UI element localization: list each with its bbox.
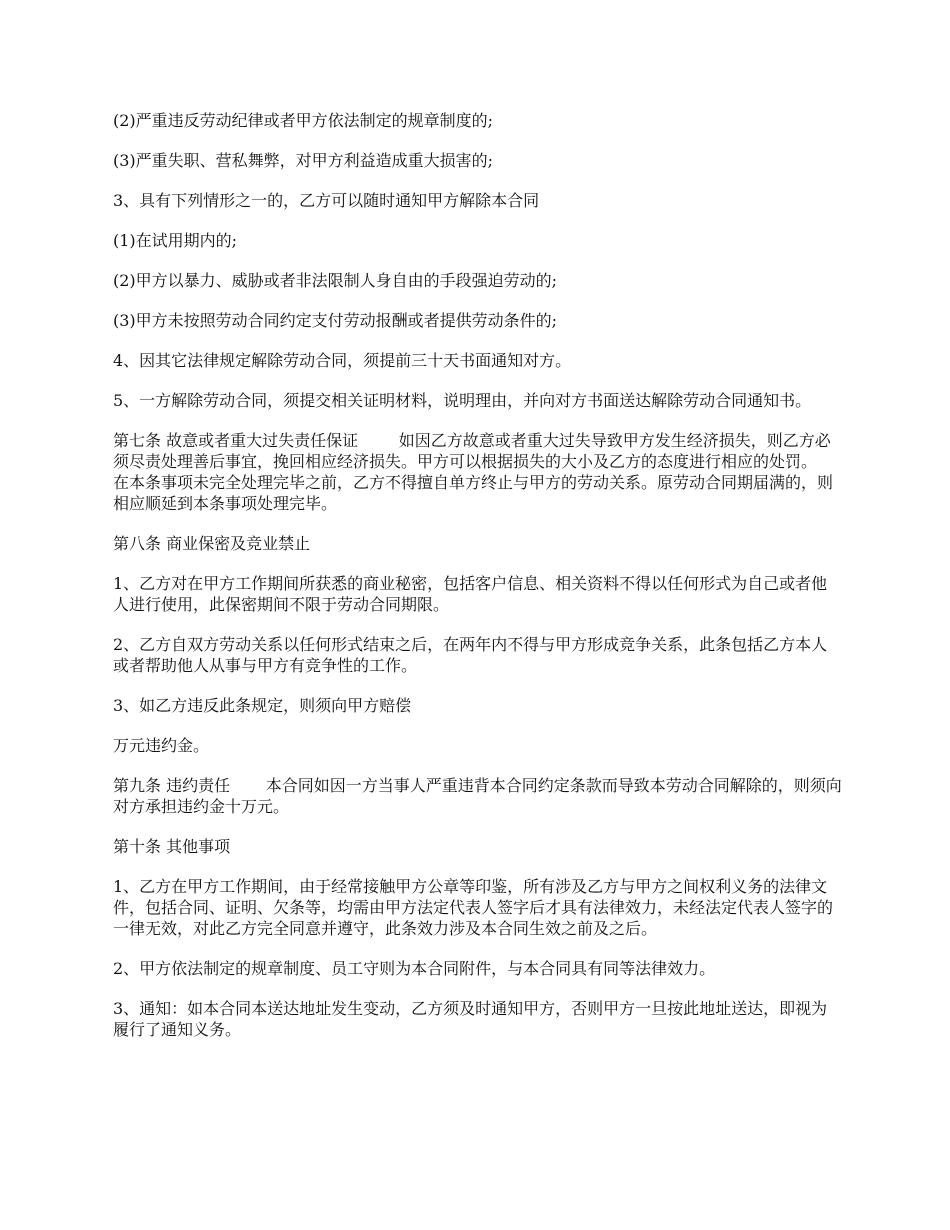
paragraph-probation: (1)在试用期内的; — [113, 231, 238, 250]
paragraph-non-compete: 2、乙方自双方劳动关系以任何形式结束之后，在两年内不得与甲方形成竞争关系，此条包括乙方本人或者帮助他人从事与甲方有竞争性的工作。 — [113, 635, 828, 675]
paragraph-other-legal-termination: 4、因其它法律规定解除劳动合同，须提前三十天书面通知对方。 — [113, 351, 572, 370]
heading-article-8: 第八条 商业保密及竞业禁止 — [113, 534, 311, 553]
paragraph-employee-termination-heading: 3、具有下列情形之一的，乙方可以随时通知甲方解除本合同 — [113, 191, 540, 210]
paragraph-unpaid-wages: (3)甲方未按照劳动合同约定支付劳动报酬或者提供劳动条件的; — [113, 311, 558, 330]
paragraph-confidentiality: 1、乙方对在甲方工作期间所获悉的商业秘密，包括客户信息、相关资料不得以任何形式为自己或者他人进行使用，此保密期间不限于劳动合同期限。 — [113, 574, 828, 614]
paragraph-forced-labor: (2)甲方以暴力、威胁或者非法限制人身自由的手段强迫劳动的; — [113, 271, 558, 290]
paragraph-dismissal-discipline: (2)严重违反劳动纪律或者甲方依法制定的规章制度的; — [113, 111, 494, 130]
paragraph-compensation: 3、如乙方违反此条规定，则须向甲方赔偿 — [113, 696, 412, 715]
paragraph-seal-authority: 1、乙方在甲方工作期间，由于经常接触甲方公章等印鉴，所有涉及乙方与甲方之间权利义务的法律文件，包括合同、证明、欠条等，均需由甲方法定代表人签字后才具有法律效力，未经法定代表人签字的一律无效，对此乙方完全同意并遵守，此条效力涉及本合同生效之前及之后。 — [113, 877, 834, 938]
heading-article-10: 第十条 其他事项 — [113, 837, 231, 856]
paragraph-notice-address: 3、通知：如本合同本送达地址发生变动，乙方须及时通知甲方，否则甲方一旦按此地址送达，即视为履行了通知义务。 — [113, 999, 828, 1039]
paragraph-article-9-breach: 第九条 违约责任 本合同如因一方当事人严重违背本合同约定条款而导致本劳动合同解除的，则须向对方承担违约金十万元。 — [113, 776, 842, 816]
paragraph-dismissal-negligence: (3)严重失职、营私舞弊，对甲方利益造成重大损害的; — [113, 151, 494, 170]
paragraph-penalty-amount: 万元违约金。 — [113, 736, 210, 755]
paragraph-article-7-liability: 第七条 故意或者重大过失责任保证 如因乙方故意或者重大过失导致甲方发生经济损失，则乙方必须尽责处理善后事宜，挽回相应经济损失。甲方可以根据损失的大小及乙方的态度进行相应的处罚。 在本条事项未完全处理完毕之前，乙方不得擅自单方终止与甲方的劳动关系。原劳动合同期届满的，则相应顺延到本条事项处理完毕。 — [113, 431, 858, 513]
document-page — [113, 110, 858, 1059]
paragraph-termination-notice: 5、一方解除劳动合同，须提交相关证明材料，说明理由，并向对方书面送达解除劳动合同通知书。 — [113, 391, 812, 410]
paragraph-rules-annex: 2、甲方依法制定的规章制度、员工守则为本合同附件，与本合同具有同等法律效力。 — [113, 959, 716, 978]
